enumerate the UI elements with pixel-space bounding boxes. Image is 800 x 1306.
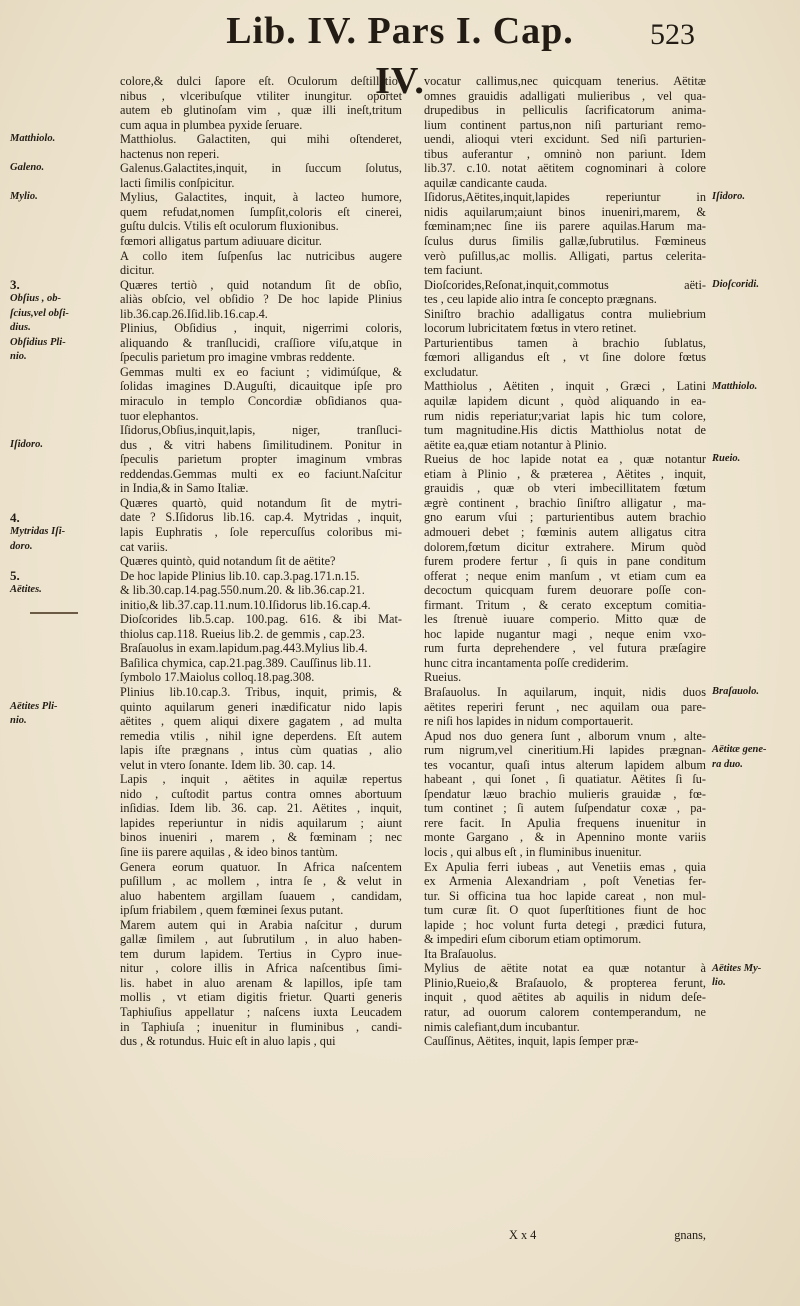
left-column-line: tuor elephantos. xyxy=(120,408,199,423)
left-column-line: ſine iis parere aquilas , & ideo binos tantùm. xyxy=(120,844,338,859)
left-column-line: initio,& lib.37.cap.11.num.10.Iſidorus lib.16.cap.4. xyxy=(120,597,371,612)
running-title: Lib. IV. Pars I. Cap. IV. xyxy=(226,10,574,102)
right-column-line: rere facit. In Apulia frequens inuenitur in xyxy=(424,815,706,830)
right-column-line: Siniſtro brachio adalligatus contra muliebrium xyxy=(424,306,706,321)
right-column-line: ratur, ad ouorum calorem contemperandum, ne xyxy=(424,1005,706,1019)
left-column-line: mollis , vt etiam digitis frietur. Quarti generis xyxy=(120,990,402,1005)
page-number: 523 xyxy=(650,18,695,51)
right-column-line: fœmori alligandus eſt , vt ſine dolore fœtus xyxy=(424,350,706,365)
right-column-line: Dioſcorides,Reſonat,inquit,commotus aëti- xyxy=(424,277,706,292)
left-column-line: binos inueniri , marem , & fœminam ; nec xyxy=(120,830,402,845)
right-column-line: Iſidorus,Aëtites,inquit,lapides reperiuntur in xyxy=(424,190,706,205)
left-column-line: miraculo in templo Concordiæ obſidianos qua- xyxy=(120,394,402,409)
right-column-line: excludatur. xyxy=(424,364,479,379)
right-column-line: tem faciunt. xyxy=(424,263,483,278)
left-column-line: dicitur. xyxy=(120,263,155,278)
left-column-line: dus , & rotundus. Huic eſt in aluo lapis , qui xyxy=(120,1034,336,1049)
left-column-line: Gemmas multi ex eo faciunt ; vidimúſque, & xyxy=(120,364,402,379)
left-column-line: colore,& dulci ſapore eſt. Oculorum deſtillatio- xyxy=(120,74,402,88)
left-column-line: inſidias. Idem lib. 36. cap. 21. Aëtites , inquit, xyxy=(120,801,402,816)
right-column-line: hunc citra incantamenta poſſe crediderim. xyxy=(424,655,629,670)
left-column-line: cat variis. xyxy=(120,539,168,554)
right-column-line: Matthiolus , Aëtiten , inquit , Græci , Latini xyxy=(424,379,706,394)
left-column-line: in Taphiuſa ; inuenitur in fluminibus , candi- xyxy=(120,1019,402,1034)
right-column-line: tibus auferantur , omninò non pariunt. Idem xyxy=(424,146,706,161)
right-margin-note: Aëtites My- xyxy=(712,962,762,974)
right-column-line: rum nidis reperiatur;variat lapis hic tum colore, xyxy=(424,408,706,423)
right-column-line: tes vocantur, quaſi intus alterum lapidem album xyxy=(424,757,706,772)
left-column-line: reddendas.Gemmas multi ex eo faciunt.Naſcitur xyxy=(120,466,402,481)
left-column-line: Lapis , inquit , aëtites in aquilæ repertus xyxy=(120,772,402,787)
right-column-line: omnes grauidis adalligati mulieribus , vel qua- xyxy=(424,88,706,103)
right-column-line: habeant , qui ſonet , ſi quatiatur. Aëtites ſi ſu- xyxy=(424,772,706,787)
left-margin-note: Iſidoro. xyxy=(10,438,43,450)
left-column-line: ſpeculis parietum propter imaginum vmbras xyxy=(120,452,402,467)
right-column-line: dolorem,fœtum dicitur extrahere. Mirum quòd xyxy=(424,539,706,554)
left-column-line: Plinius lib.10.cap.3. Tribus, inquit, primis, & xyxy=(120,684,402,699)
right-column-line: tur. Si officina tua hoc lapide careat , non mul- xyxy=(424,888,706,903)
left-margin-note: Matthiolo. xyxy=(10,133,56,145)
right-column-line: fœminam;nec ſine iis parere aquilas.Harum ma- xyxy=(424,219,706,234)
left-margin-note: nio. xyxy=(10,351,27,363)
left-column-line: ipſum friabilem , quem fœminei ſexus putant. xyxy=(120,903,344,918)
right-column-line: gno earum vſui ; parturientibus autem brachio xyxy=(424,510,706,525)
left-column-line: dus , & vitri habens ſimilitudinem. Ponitur in xyxy=(120,437,402,452)
left-column-line: ſymbolo 17.Maiolus colloq.18.pag.308. xyxy=(120,670,315,685)
left-column-line: nibus , vlceribuſque vtiliter inungitur. oportet xyxy=(120,88,402,103)
right-column-line: Braſauolus. In aquilarum, inquit, nidis duos xyxy=(424,684,706,699)
right-column-line: Rueius de hoc lapide notat ea , quæ notantur xyxy=(424,452,706,467)
left-column-line: Plinius, Obſidius , inquit, nigerrimi coloris, xyxy=(120,321,402,336)
left-column-line: Marem autem qui in Arabia naſcitur , durum xyxy=(120,917,402,932)
left-column-line: & lib.30.cap.14.pag.550.num.20. & lib.36.cap.21. xyxy=(120,583,365,598)
left-column-line: aluo habentem argillam ſuauem , candidam, xyxy=(120,888,402,903)
left-margin-note: Galeno. xyxy=(10,162,45,174)
left-column-line: Mylius, Galactites, inquit, à lacteo humore, xyxy=(120,190,402,205)
right-column-line: tum curæ ſit. O quot ſuperſtitiones fiunt de hoc xyxy=(424,903,706,918)
right-column-line: re niſi hos lapides in nidum comportauerit. xyxy=(424,714,634,729)
left-column-line: quinto aquilarum generi inædificatur nido lapis xyxy=(120,699,402,714)
right-column-line: aëtite ea,quæ etiam notantur à Plinio. xyxy=(424,437,607,452)
right-column-line: aquilæ lapidem dicunt , quòd aliquando in ea- xyxy=(424,394,706,409)
left-column-line: nido , cuſtodit partus contra omnes abortuum xyxy=(120,786,402,801)
left-margin-note: Mytridas Iſi- xyxy=(10,526,66,538)
left-column-line: aëtites , quem aliqui dixere gagatem , ad multa xyxy=(120,714,402,729)
left-column-line: De hoc lapide Plinius lib.10. cap.3.pag.171.n.15. xyxy=(120,568,360,583)
right-margin-note: Iſidoro. xyxy=(712,191,745,203)
left-column-line: ſolidas imagines D.Auguſti, dicauitque ipſe pro xyxy=(120,379,402,394)
left-column-line: A collo item ſuſpenſus lac nutricibus augere xyxy=(120,248,402,263)
right-column-line: tum magnitudine.His dictis Matthiolus notat de xyxy=(424,423,706,438)
right-column-line: firmant. Tritum , & cerato exceptum comitia- xyxy=(424,597,706,612)
left-column-line: Taphiuſius appellatur ; naſcens iuxta Leucadem xyxy=(120,1005,402,1019)
right-column-line: offerat ; neque enim manſum , vt etiam cum ea xyxy=(424,568,706,583)
left-margin-note: Obſius , ob- xyxy=(10,293,62,305)
right-margin-note: Aëtitæ gene- xyxy=(712,744,767,756)
right-column-line: lium continent partus,non niſi parturiant remo- xyxy=(424,117,706,132)
left-column-line: hactenus non reperi. xyxy=(120,146,220,161)
right-column-line: hoc lapide nugantur magi , neque enim vxo- xyxy=(424,626,706,641)
right-column-line: Ex Apulia ferri iubeas , aut Venetiis emas , quia xyxy=(424,859,706,874)
left-column-line: ſpeculis parietum pro imagine vmbras reddente. xyxy=(120,350,355,365)
right-column-line: locorum lubricitatem fœtus in vtero retinet. xyxy=(424,321,637,336)
catchword: gnans, xyxy=(674,1228,706,1242)
left-column-line: Iſidorus,Obſius,inquit,lapis, niger, tranſluci- xyxy=(120,423,402,438)
left-margin-note: doro. xyxy=(10,540,33,552)
left-column-line: fœmori alligatus partum adiuuare dicitur. xyxy=(120,234,322,249)
left-margin-note: nio. xyxy=(10,715,27,727)
left-column-line: remedia vtilis , nihil igne deperdens. Eſt autem xyxy=(120,728,402,743)
right-column-line: etiam à Plinio , & præterea , Aëtites , inquit, xyxy=(424,466,706,481)
right-column-line: & impediri eſum ciborum etiam optimorum. xyxy=(424,932,642,947)
right-column-line: uendi, alioqui vteri excidunt. Sed niſi parturien- xyxy=(424,132,706,147)
left-column-line: aliquando & tranſlucidi, craſſiore viſu,atque in xyxy=(120,335,402,350)
left-column-line: nitur , colore illis in Africa naſcentibus ſimi- xyxy=(120,961,402,976)
left-column-line: thiolus cap.118. Rueius lib.2. de gemmis , cap.23. xyxy=(120,626,365,641)
right-column-line: monte Gargano , & in Apennino monte variis xyxy=(424,830,706,845)
right-column-line: rum furta deprehendere , vel futura præſagire xyxy=(424,641,706,656)
left-column-line: lapis Euphratis , ſole repercuſſus coloribus mi- xyxy=(120,524,402,539)
left-column-line: in India,& in Samo Italiæ. xyxy=(120,481,249,496)
left-margin-note: ſcius,vel obſi- xyxy=(10,307,69,319)
left-margin-note: 3. xyxy=(10,276,20,292)
right-column-line: drupedibus in pelliculis ſacrificatorum anima- xyxy=(424,103,706,118)
left-column-line: Genera eorum quatuor. In Africa naſcentem xyxy=(120,859,402,874)
right-column-line: Plinio,Rueio,& Braſauolo, & propterea ferunt, xyxy=(424,975,706,990)
left-column-line: cum aqua in plumbea pyxide ſeruare. xyxy=(120,117,303,132)
left-column-line: Quæres quartò, quid notandum ſit de mytri- xyxy=(120,495,402,510)
right-column-line: ſpendatur læuo brachio mulieris grauidæ , fœ- xyxy=(424,786,706,801)
right-column-line: tes , ceu lapide alio intra ſe concepto prægnans. xyxy=(424,292,657,307)
right-column-line: tum continet ; ſi autem ſuſpendatur coxæ , pa- xyxy=(424,801,706,816)
left-column-line: Braſauolus in exam.lapidum.pag.443.Mylius lib.4. xyxy=(120,641,368,656)
left-margin-note: 4. xyxy=(10,509,20,525)
right-column-line: furem prodere fertur , ſi quis in pane conditum xyxy=(424,554,706,569)
left-column-line: Quæres quintò, quid notandum ſit de aëtite? xyxy=(120,554,336,569)
right-column-line: Mylius de aëtite notat ea quæ notantur à xyxy=(424,961,706,976)
right-column-line: lapide ; hoc volunt furta detegi , prædici futura, xyxy=(424,917,706,932)
right-margin-note: Rueio. xyxy=(712,453,741,465)
left-column-line: Baſilica chymica, cap.21.pag.389. Cauſſinus lib.11. xyxy=(120,655,372,670)
right-margin-note: ra duo. xyxy=(712,758,743,770)
left-margin-note: Obſidius Pli- xyxy=(10,336,66,348)
right-column-line: admoueri debet ; fœminis autem alligatus citra xyxy=(424,524,706,539)
right-column-line: verò puſillus,ac mollis. Alligati, partus celerita- xyxy=(424,248,706,263)
right-column-line: aëtites reperiri ferunt , nec aquilam oua pare- xyxy=(424,699,706,714)
right-text-column xyxy=(424,74,706,1049)
right-column-line: decoctum quicquam furem deuorare poſſe con- xyxy=(424,583,706,598)
left-column-line: Dioſcorides lib.5.cap. 100.pag. 616. & ibi Mat- xyxy=(120,612,402,627)
signature-mark: X x 4 xyxy=(509,1228,537,1242)
right-column-line: vocatur callimus,nec quicquam tenerius. Aëtitæ xyxy=(424,74,706,88)
margin-rule xyxy=(30,612,78,614)
left-margin-note: dius. xyxy=(10,322,31,334)
right-column-line: ex Armenia Alexandriam , poſt Venetias fer- xyxy=(424,874,706,889)
left-text-column xyxy=(120,74,402,1049)
right-column-line: Apud nos duo genera ſunt , alborum vnum , alte- xyxy=(424,728,706,743)
right-margin-note: Braſauolo. xyxy=(712,686,759,698)
right-column-line: les ſtrenuè iuuare comperio. Mitto quæ de xyxy=(424,612,706,627)
right-column-line: locis , qui albus eſt , in fluminibus inuenitur. xyxy=(424,844,642,859)
left-margin-note: Aëtites Pli- xyxy=(10,700,58,712)
left-column-line: Quæres tertiò , quid notandum ſit de obſio, xyxy=(120,277,402,292)
right-column-line: ſculus durus ſimilis gallæ,ſubrutilus. Fœmineus xyxy=(424,234,706,249)
left-column-line: lacti ſimilis conſpicitur. xyxy=(120,175,235,190)
left-column-line: gallæ ſimilem , aut ſubrutilum , in aluo haben- xyxy=(120,932,402,947)
right-column-line: Rueius. xyxy=(424,670,462,685)
left-column-line: lis. habet in aluo arenam & lapillos, ipſe tam xyxy=(120,975,402,990)
left-column-line: date ? S.Iſidorus lib.16. cap.4. Mytridas , inquit, xyxy=(120,510,402,525)
right-column-line: ægrè continent , brachio ſiniſtro alligatur , ma- xyxy=(424,495,706,510)
left-margin-note: 5. xyxy=(10,567,20,583)
right-margin-note: Matthiolo. xyxy=(712,380,758,392)
left-column-line: lib.36.cap.26.Iſid.lib.16.cap.4. xyxy=(120,306,268,321)
left-column-line: lapis iſte prægnans , intus cùm quatias , alio xyxy=(120,743,402,758)
right-column-line: nimis calefiant,dum incubantur. xyxy=(424,1019,580,1034)
left-column-line: lapides reperiuntur in nidis aquilarum ; aiunt xyxy=(120,815,402,830)
right-column-line: lib.37. c.10. notat aëtitem cognominari à colore xyxy=(424,161,706,176)
right-margin-note: Dioſcoridi. xyxy=(712,278,759,290)
right-margin-note: lio. xyxy=(712,977,726,989)
right-column-line: grauidis , quæ ob vteri imbecillitatem fœtum xyxy=(424,481,706,496)
right-column-line: nidis aquilarum;aiunt binos inueniri,marem, & xyxy=(424,204,706,219)
left-column-line: Galenus.Galactites,inquit, in ſuccum ſolutus, xyxy=(120,161,402,176)
left-column-line: puſillum , ac mollem , intra ſe , & velut in xyxy=(120,874,402,889)
left-column-line: tem durum lapidem. Tertius in Cypro inue- xyxy=(120,946,402,961)
left-column-line: guſtu dulcis. Vtilis eſt oculorum fluxionibus. xyxy=(120,219,339,234)
right-column-line: Cauſſinus, Aëtites, inquit, lapis ſemper præ- xyxy=(424,1034,639,1049)
right-column-line: Ita Braſauolus. xyxy=(424,946,497,961)
left-column-line: velut in vtero ſonante. Idem lib. 30. cap. 14. xyxy=(120,757,336,772)
right-column-line: Parturientibus tamen à brachio ſublatus, xyxy=(424,335,706,350)
left-column-line: Matthiolus. Galactiten, qui mihi oſtenderet, xyxy=(120,132,402,147)
left-margin-note: Aëtites. xyxy=(10,584,42,596)
left-column-line: quem refudat,nomen ſumpſit,coloris eſt cinerei, xyxy=(120,204,402,219)
left-margin-note: Mylio. xyxy=(10,191,38,203)
left-column-line: autem eb glutinoſam vim , quæ illi ineſt,tritum xyxy=(120,103,402,118)
right-column-line: inquit , quod aëtites ab aquilis in nidum deſe- xyxy=(424,990,706,1005)
left-column-line: aliàs obſcio, vel obſidio ? De hoc lapide Plinius xyxy=(120,292,402,307)
right-column-line: rum nigrum,vel cineritium.Hi lapides prægnan- xyxy=(424,743,706,758)
right-column-line: aquilæ candicante cauda. xyxy=(424,175,548,190)
